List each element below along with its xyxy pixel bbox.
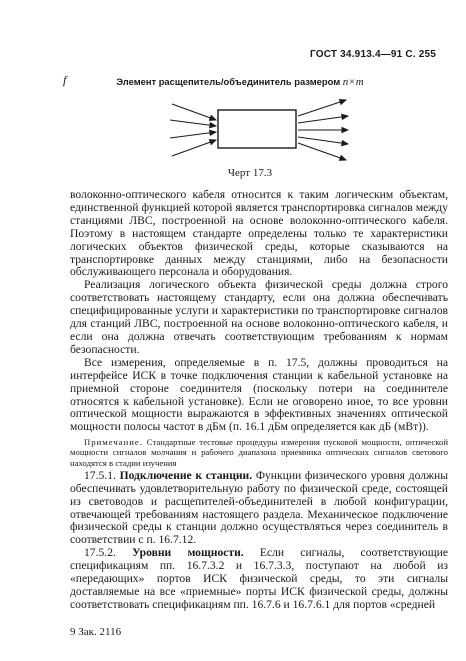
figure-caption [60,76,420,88]
paragraph-3: Все измерения, определяемые в п. 17.5, должны проводиться на интерфейсе ИСК в точке подключения станции к кабельной установке на приемной стороне соединителя (поскольку потери на соединителе относятся к кабельной установке). Если не оговорено иное, то все уровни оптической мощности выражаются в эффективных значениях оптической мощности полосы частот в дБм (п. 16.1 дБм определяется как дБ (мВт)). [70,355,448,434]
section-text: Если сигналы, соответствующие спецификациям пп. 16.7.3.2 и 16.7.3.3, поступают на любой из «передающих» портов ИСК физической среды, то эти сигналы доставляемые на все «приемные» порты ИСК физической среды, должны соответствовать спецификациям пп. 16.7.6 и 16.7.6.1 для портов «средней [70,546,448,611]
input-arrow [172,140,216,156]
note-lead: Примечание. [84,437,143,448]
output-arrow [298,100,346,116]
section-number: 17.5.2. [84,546,133,560]
section-title: Подключение к станции. [119,468,253,482]
splitter-combiner-diagram [170,96,350,166]
section-title: Уровни мощности. [132,546,244,560]
paragraph-2: Реализация логического объекта физической среды должна строго соответствовать настоящему стандарту, если она должна обеспечивать специфицированные услуги и характеристики по транспортировке сигналов для станций ЛВС, построенной на основе волоконно-оптического кабеля, и если она должна отвечать соответствующим требованиям к нормам безопасности. [70,278,448,356]
page-footer: 9 Зак. 2116 [70,626,122,638]
output-arrow [298,143,346,160]
figure-caption-variable: n×m [342,76,364,88]
body-text [70,189,448,612]
section-number: 17.5.1. [84,468,120,482]
figure-label: Черт 17.3 [227,167,273,179]
input-arrow [170,120,216,126]
section-17-5-2 [70,547,448,612]
section-text: Функции физического уровня должны обеспечивать удовлетворительную работу по физической среде, состоящей из световодов и расщепителей-объединителей в любой конфигурации, отвечающей требованиям настоящего раздела. Механическое подключение физической среды к станции должно осуществляться через соединитель в соответствии с п. 16.7.12. [70,468,448,547]
input-arrow [172,104,216,120]
margin-mark: f [63,73,67,87]
figure-caption-text: Элемент расщепитель/объединитель размером [116,76,341,87]
output-arrow [298,137,348,144]
section-17-5-1 [70,470,448,547]
running-head: ГОСТ 34.913.4—91 С. 255 [310,49,437,60]
splitter-box [218,110,296,148]
paragraph-1: волоконно-оптического кабеля относится к таким логическим объектам, единственной функцией которой является транспортировка сигналов между станциями ЛВС, построенной на основе волоконно-оптического кабеля. Поэтому в настоящем стандарте определены только те характеристики логических объектов физической среды, которые сказываются на транспортировке данных между станциями, либо на безопасности обслуживающего персонала и оборудования. [70,188,448,279]
input-arrow [170,132,216,138]
note-text: Стандартные тестовые процедуры измерения пусковой мощности, оптической мощности сигналов молчания и рабочего диапазона приемника оптических сигналов светового находятся в стадии изучения [70,437,448,468]
output-arrow [298,116,348,123]
note [70,437,448,468]
